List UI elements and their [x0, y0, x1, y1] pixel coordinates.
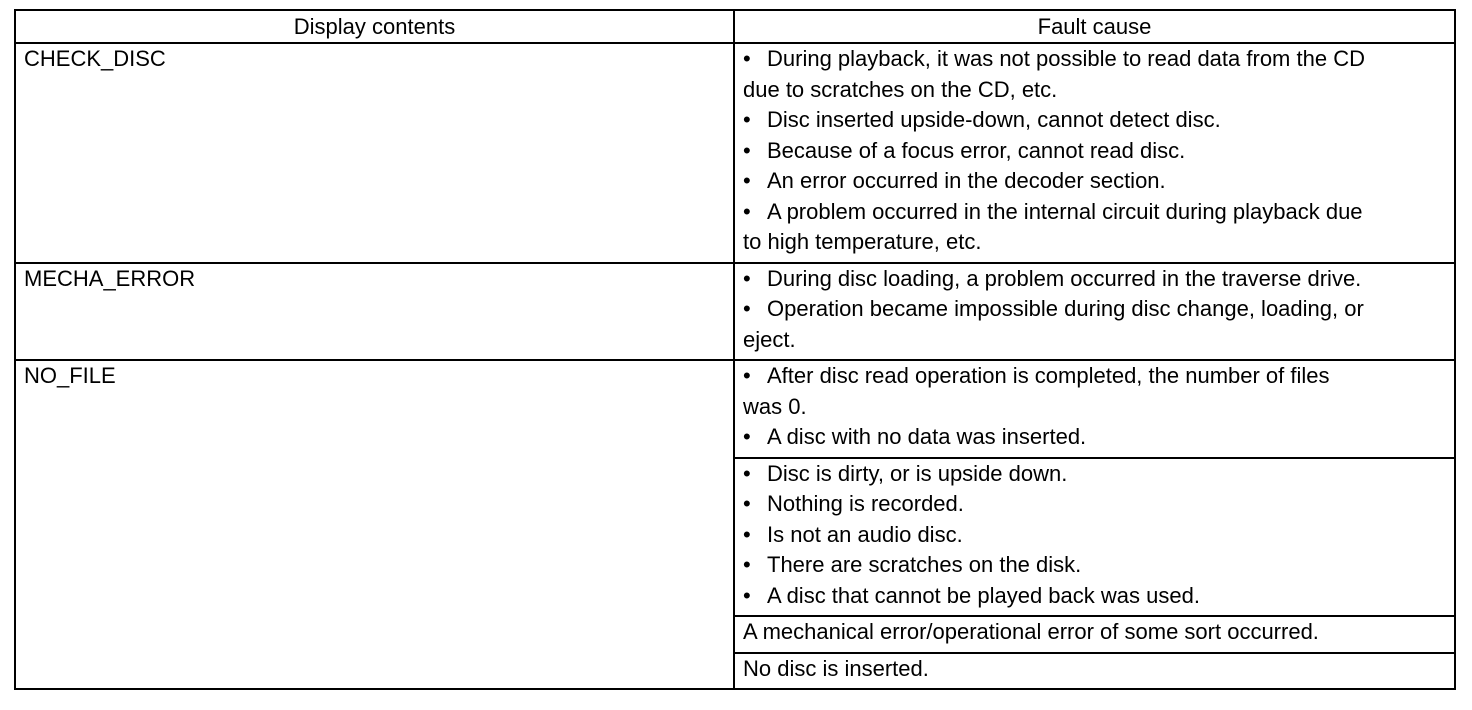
bullet-icon: •	[743, 460, 751, 486]
bullet-icon: •	[743, 137, 751, 163]
fault-cause-text: Nothing is recorded.	[767, 491, 964, 516]
fault-cause-line	[743, 136, 1446, 167]
bullet-icon: •	[743, 198, 751, 224]
fault-cause-line	[743, 489, 1446, 520]
fault-cause-text: An error occurred in the decoder section.	[767, 168, 1166, 193]
fault-cause-text: Is not an audio disc.	[767, 521, 963, 547]
bullet-icon: •	[743, 363, 751, 388]
fault-cause-text: Disc is dirty, or is upside down.	[767, 460, 1068, 486]
bullet-icon: •	[743, 521, 751, 547]
bullet-icon: •	[743, 552, 751, 577]
bullet-icon: •	[743, 265, 751, 291]
table-row	[15, 43, 1455, 263]
fault-cause-line	[743, 392, 1446, 423]
table-row	[15, 360, 1455, 458]
fault-cause-line	[743, 459, 1446, 490]
display-contents-cell: NO_FILE	[15, 360, 734, 689]
fault-cause-text: A disc that cannot be played back was used.	[767, 582, 1200, 608]
fault-cause-line	[743, 105, 1446, 136]
fault-cause-text: eject.	[743, 326, 796, 352]
bullet-icon: •	[743, 582, 751, 608]
fault-cause-text: After disc read operation is completed, the number of files	[767, 363, 1330, 388]
fault-cause-cell	[734, 263, 1455, 361]
fault-cause-text: to high temperature, etc.	[743, 229, 982, 254]
fault-cause-text: No disc is inserted.	[743, 655, 929, 681]
fault-cause-text: Operation became impossible during disc change, loading, or	[767, 296, 1364, 321]
header-row	[15, 10, 1455, 43]
fault-cause-text: Disc inserted upside-down, cannot detect disc.	[767, 107, 1221, 132]
fault-cause-text: There are scratches on the disk.	[767, 552, 1082, 577]
fault-cause-cell	[734, 458, 1455, 617]
fault-cause-text: due to scratches on the CD, etc.	[743, 76, 1058, 102]
fault-cause-line	[743, 44, 1446, 75]
fault-cause-text: A problem occurred in the internal circuit during playback due	[767, 198, 1363, 224]
bullet-icon: •	[743, 296, 751, 321]
display-contents-cell: CHECK_DISC	[15, 43, 734, 263]
fault-cause-cell	[734, 616, 1455, 653]
table-body	[15, 43, 1455, 689]
fault-cause-text: A mechanical error/operational error of some sort occurred.	[743, 619, 1319, 644]
fault-cause-text: A disc with no data was inserted.	[767, 424, 1087, 449]
fault-cause-line	[743, 617, 1446, 648]
fault-cause-text: was 0.	[743, 393, 807, 419]
fault-cause-line	[743, 361, 1446, 392]
fault-cause-line	[743, 550, 1446, 581]
fault-cause-line	[743, 227, 1446, 258]
fault-cause-line	[743, 581, 1446, 612]
fault-cause-line	[743, 654, 1446, 685]
fault-cause-text: During disc loading, a problem occurred in the traverse drive.	[767, 265, 1362, 291]
header-display-contents: Display contents	[15, 10, 734, 43]
fault-cause-line	[743, 520, 1446, 551]
fault-cause-line	[743, 422, 1446, 453]
bullet-icon: •	[743, 168, 751, 193]
bullet-icon: •	[743, 424, 751, 449]
display-contents-cell: MECHA_ERROR	[15, 263, 734, 361]
fault-cause-cell	[734, 360, 1455, 458]
bullet-icon: •	[743, 46, 751, 71]
fault-cause-cell	[734, 653, 1455, 690]
fault-cause-line	[743, 197, 1446, 228]
header-fault-cause: Fault cause	[734, 10, 1455, 43]
fault-cause-line	[743, 325, 1446, 356]
fault-cause-text: Because of a focus error, cannot read disc.	[767, 137, 1186, 163]
bullet-icon: •	[743, 107, 751, 132]
fault-cause-cell	[734, 43, 1455, 263]
fault-cause-text: During playback, it was not possible to read data from the CD	[767, 46, 1365, 71]
fault-cause-line	[743, 166, 1446, 197]
fault-cause-line	[743, 294, 1446, 325]
bullet-icon: •	[743, 491, 751, 516]
fault-table	[14, 9, 1456, 690]
fault-cause-line	[743, 264, 1446, 295]
table-row	[15, 263, 1455, 361]
fault-cause-line	[743, 75, 1446, 106]
